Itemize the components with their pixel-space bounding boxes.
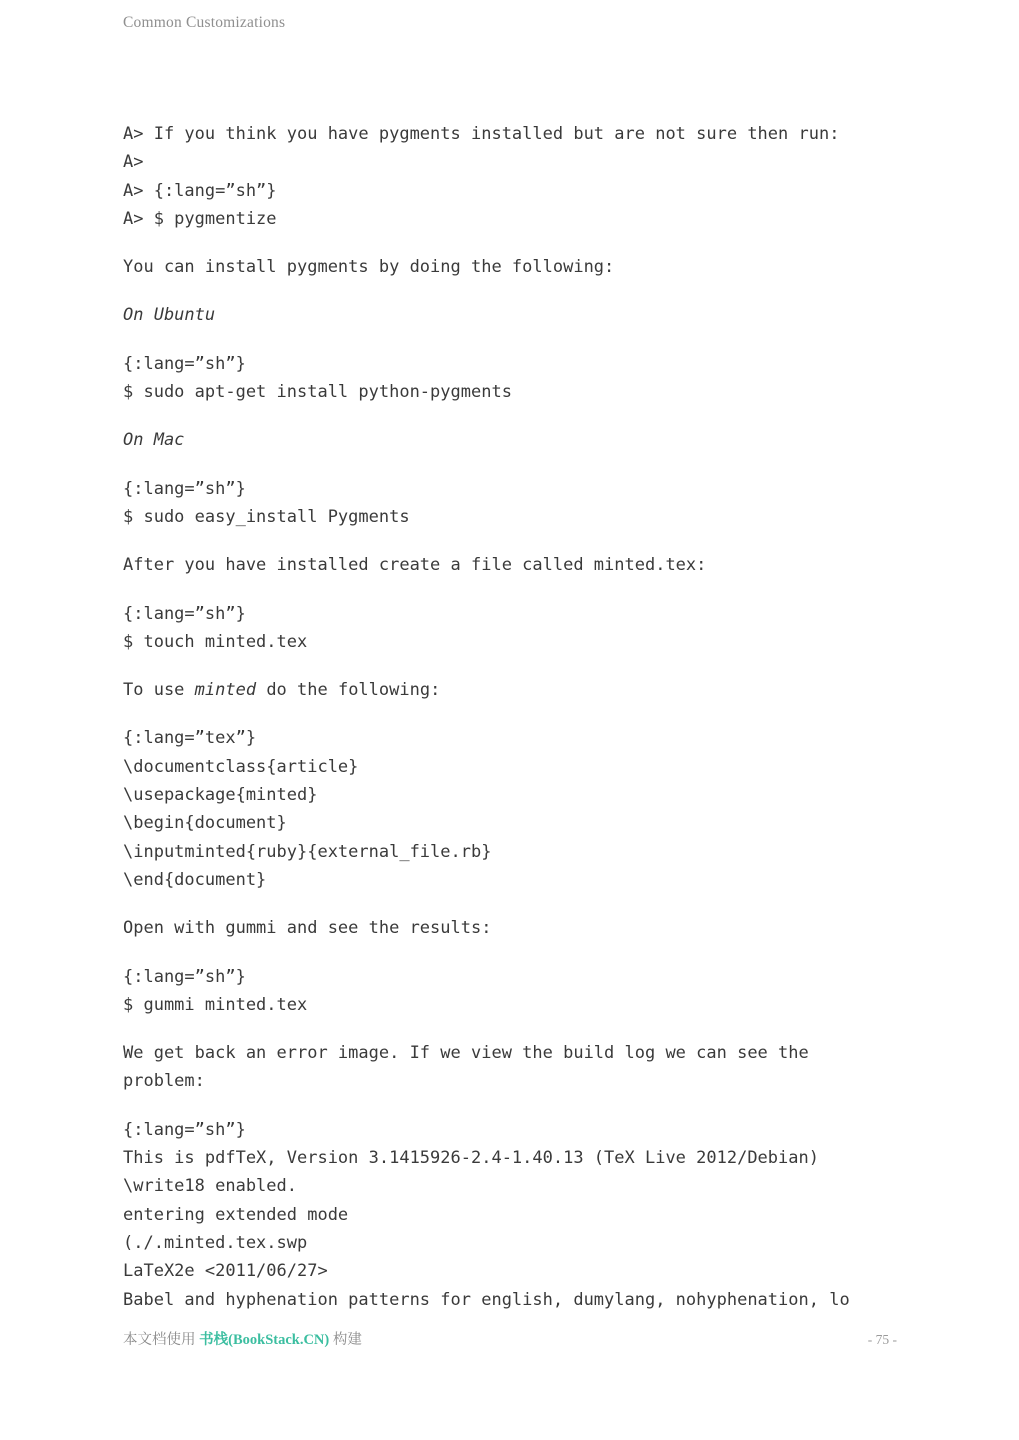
text-line — [123, 120, 907, 148]
emphasis-text: On Mac — [123, 430, 185, 451]
text-line — [123, 809, 907, 837]
text-line — [123, 838, 907, 866]
paragraph-block — [123, 120, 907, 233]
text-line — [123, 205, 907, 233]
text-segment: (./.minted.tex.swp — [123, 1232, 308, 1253]
paragraph-block — [123, 600, 907, 657]
footer-attribution — [123, 1328, 362, 1349]
text-segment: $ gummi minted.tex — [123, 994, 308, 1015]
text-segment: {:lang=”tex”} — [123, 728, 257, 749]
footer-bookstack-link[interactable]: 书栈(BookStack.CN) — [199, 1332, 330, 1348]
text-line — [123, 724, 907, 752]
text-segment: This is pdfTeX, Version 3.1415926-2.4-1.40.13 (TeX Live 2012/Debian) — [123, 1148, 819, 1169]
text-line — [123, 600, 907, 628]
page-number: - 75 - — [867, 1332, 897, 1347]
text-line — [123, 991, 907, 1019]
text-segment: Open with gummi and see the results: — [123, 918, 492, 939]
footer-suffix-text: 构建 — [329, 1332, 362, 1348]
text-line — [123, 1116, 907, 1144]
text-segment: \end{document} — [123, 869, 267, 890]
text-line — [123, 301, 907, 329]
header-title: Common Customizations — [123, 14, 286, 31]
text-line — [123, 1257, 907, 1285]
paragraph-block — [123, 350, 907, 407]
paragraph-block — [123, 551, 907, 579]
text-segment: {:lang=”sh”} — [123, 1119, 246, 1140]
text-line — [123, 1201, 907, 1229]
text-line — [123, 503, 907, 531]
text-segment: \inputminted{ruby}{external_file.rb} — [123, 841, 492, 862]
text-segment: {:lang=”sh”} — [123, 478, 246, 499]
paragraph-block — [123, 475, 907, 532]
text-line — [123, 914, 907, 942]
paragraph-block — [123, 426, 907, 454]
text-segment: After you have installed create a file called minted.tex: — [123, 555, 707, 576]
paragraph-block — [123, 963, 907, 1020]
paragraph-block — [123, 1039, 907, 1096]
text-segment: {:lang=”sh”} — [123, 603, 246, 624]
text-line — [123, 1067, 907, 1095]
page-header — [123, 14, 285, 32]
paragraph-block — [123, 253, 907, 281]
text-line — [123, 781, 907, 809]
text-line — [123, 1144, 907, 1172]
text-segment: $ touch minted.tex — [123, 631, 308, 652]
text-segment: A> If you think you have pygments installed but are not sure then run: — [123, 124, 840, 144]
text-segment: \usepackage{minted} — [123, 785, 318, 806]
text-line — [123, 753, 907, 781]
text-segment: \write18 enabled. — [123, 1176, 297, 1197]
paragraph-block — [123, 1116, 907, 1314]
document-content — [123, 120, 907, 1334]
text-line — [123, 628, 907, 656]
text-segment: entering extended mode — [123, 1204, 349, 1225]
text-line — [123, 1039, 907, 1067]
text-segment: We get back an error image. If we view the build log we can see the — [123, 1043, 809, 1064]
text-segment: do the following: — [256, 680, 441, 701]
text-segment: problem: — [123, 1071, 205, 1092]
text-segment: A> — [123, 152, 144, 173]
text-segment: A> {:lang=”sh”} — [123, 180, 277, 201]
text-line — [123, 148, 907, 176]
page-footer — [123, 1328, 897, 1349]
text-line — [123, 253, 907, 281]
text-line — [123, 350, 907, 378]
text-segment: \begin{document} — [123, 813, 287, 834]
paragraph-block — [123, 724, 907, 894]
emphasis-text: minted — [194, 680, 257, 701]
paragraph-block — [123, 676, 907, 704]
text-segment: To use — [123, 680, 195, 701]
text-line — [123, 866, 907, 894]
text-line — [123, 551, 907, 579]
text-line — [123, 1229, 907, 1257]
text-segment: $ sudo apt-get install python-pygments — [123, 382, 512, 403]
text-line — [123, 177, 907, 205]
text-segment: You can install pygments by doing the following: — [123, 257, 615, 278]
text-segment: \documentclass{article} — [123, 756, 359, 777]
text-segment: {:lang=”sh”} — [123, 966, 246, 987]
text-segment: A> $ pygmentize — [123, 208, 277, 229]
emphasis-text: On Ubuntu — [123, 305, 216, 326]
text-line — [123, 1286, 907, 1314]
footer-prefix-text: 本文档使用 — [123, 1332, 200, 1348]
text-line — [123, 1172, 907, 1200]
text-segment: $ sudo easy_install Pygments — [123, 506, 410, 527]
text-line — [123, 676, 907, 704]
text-segment: LaTeX2e <2011/06/27> — [123, 1261, 328, 1282]
paragraph-block — [123, 914, 907, 942]
text-line — [123, 378, 907, 406]
text-segment: {:lang=”sh”} — [123, 353, 246, 374]
text-segment: Babel and hyphenation patterns for english, dumylang, nohyphenation, lo — [123, 1289, 850, 1310]
paragraph-block — [123, 301, 907, 329]
text-line — [123, 426, 907, 454]
text-line — [123, 475, 907, 503]
text-line — [123, 963, 907, 991]
